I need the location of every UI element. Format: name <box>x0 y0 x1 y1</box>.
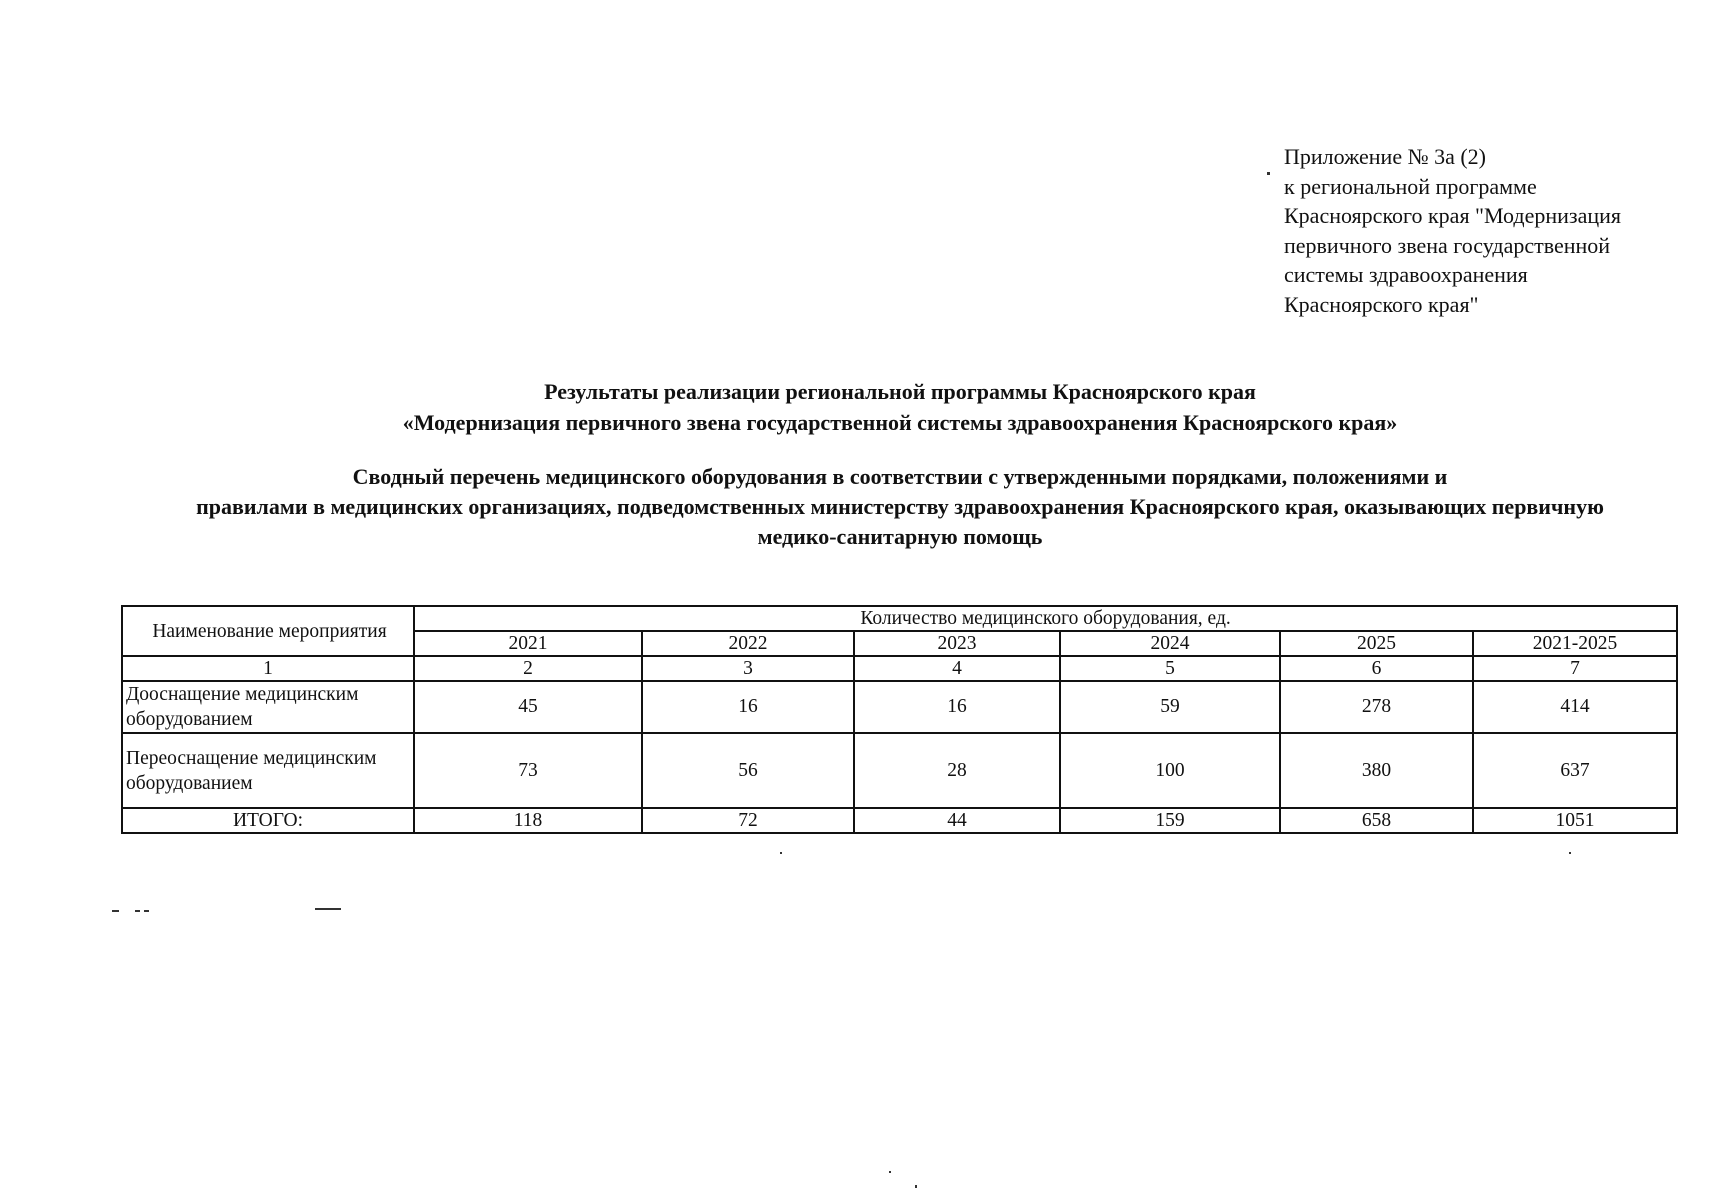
appendix-line: Красноярского края" <box>1284 291 1479 317</box>
value-cell: 45 <box>414 681 642 733</box>
quantity-group-header: Количество медицинского оборудования, ед. <box>414 606 1677 631</box>
scan-speck <box>1569 852 1571 854</box>
appendix-line: первичного звена государственной <box>1284 232 1611 258</box>
year-header: 2022 <box>642 631 854 656</box>
row-name-cell <box>122 733 414 808</box>
appendix-line: Приложение № 3а (2) <box>1284 144 1486 169</box>
document-subtitle <box>120 462 1680 552</box>
value-cell: 16 <box>854 681 1060 733</box>
appendix-line: системы здравоохранения <box>1284 262 1528 287</box>
column-number: 1 <box>122 656 414 681</box>
column-number: 7 <box>1473 656 1677 681</box>
scan-speck <box>135 910 140 912</box>
subtitle-line: Сводный перечень медицинского оборудования в соответствии с утвержденными порядками, положениями и <box>352 464 1448 489</box>
value-cell: 56 <box>642 733 854 808</box>
scan-speck <box>780 852 782 854</box>
year-header: 2023 <box>854 631 1060 656</box>
total-value-cell: 118 <box>414 808 642 833</box>
value-cell: 73 <box>414 733 642 808</box>
column-number: 6 <box>1280 656 1473 681</box>
row-name-line: Дооснащение медицинским <box>126 684 359 705</box>
year-header: 2025 <box>1280 631 1473 656</box>
name-column-header: Наименование мероприятия <box>122 606 414 656</box>
row-name-line: оборудованием <box>126 709 253 730</box>
row-name-cell <box>122 681 414 733</box>
title-line: Результаты реализации региональной программы Красноярского края <box>544 379 1256 404</box>
table-row <box>122 681 1677 733</box>
value-cell: 16 <box>642 681 854 733</box>
total-value-cell: 1051 <box>1473 808 1677 833</box>
table-header-row <box>122 606 1677 631</box>
row-name-line: Переоснащение медицинским <box>126 747 377 769</box>
value-cell: 100 <box>1060 733 1280 808</box>
value-cell: 59 <box>1060 681 1280 733</box>
value-cell: 414 <box>1473 681 1677 733</box>
scan-speck <box>1267 172 1270 175</box>
title-line: «Модернизация первичного звена государственной системы здравоохранения Красноярского края» <box>402 410 1398 435</box>
column-number: 3 <box>642 656 854 681</box>
value-cell: 380 <box>1280 733 1473 808</box>
document-title <box>120 376 1680 438</box>
year-header: 2021-2025 <box>1473 631 1677 656</box>
total-row <box>122 808 1677 833</box>
column-number: 4 <box>854 656 1060 681</box>
subtitle-line: правилами в медицинских организациях, подведомственных министерству здравоохранения Красноярского края, оказывающих первичную <box>196 494 1604 519</box>
value-cell: 28 <box>854 733 1060 808</box>
year-header: 2021 <box>414 631 642 656</box>
scan-speck <box>915 1185 917 1188</box>
value-cell: 637 <box>1473 733 1677 808</box>
scan-speck <box>889 1171 891 1173</box>
scan-speck <box>315 908 341 910</box>
scan-speck <box>144 910 149 912</box>
column-number: 2 <box>414 656 642 681</box>
subtitle-line: медико-санитарную помощь <box>757 524 1043 549</box>
appendix-line: Красноярского края "Модернизация <box>1284 203 1622 228</box>
total-value-cell: 658 <box>1280 808 1473 833</box>
total-value-cell: 44 <box>854 808 1060 833</box>
total-value-cell: 72 <box>642 808 854 833</box>
column-number: 5 <box>1060 656 1280 681</box>
column-number-row <box>122 656 1677 681</box>
equipment-table <box>121 605 1678 834</box>
appendix-line: к региональной программе <box>1284 173 1537 199</box>
year-header: 2024 <box>1060 631 1280 656</box>
row-name-line: оборудованием <box>126 772 253 794</box>
total-label: ИТОГО: <box>122 808 414 833</box>
scan-speck <box>112 910 119 912</box>
appendix-note <box>1284 142 1621 319</box>
value-cell: 278 <box>1280 681 1473 733</box>
table-row <box>122 733 1677 808</box>
total-value-cell: 159 <box>1060 808 1280 833</box>
